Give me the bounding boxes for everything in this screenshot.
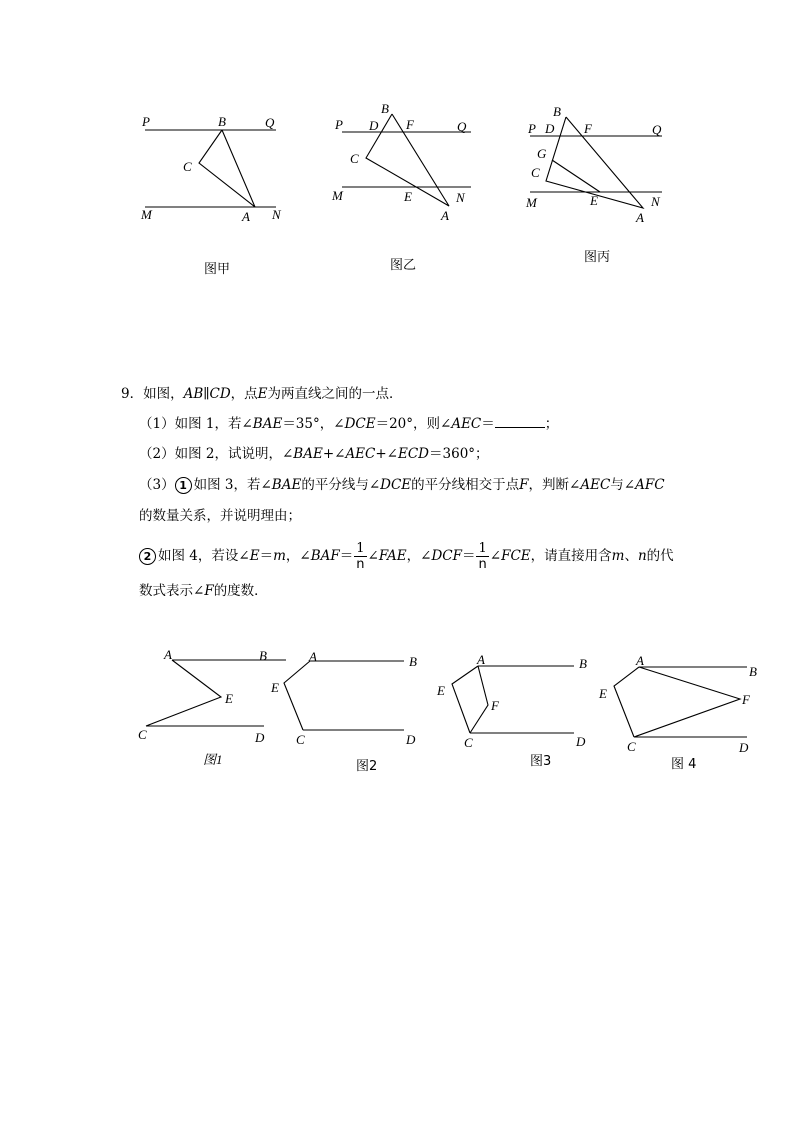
label-e: E (271, 680, 279, 695)
q3-text: 如图 3，若∠ (193, 477, 272, 493)
caption-fig1: 图1 (203, 752, 223, 767)
label-d: D (255, 730, 265, 745)
question-4-line2 (139, 581, 268, 601)
q3-text: ，判断∠ (528, 477, 581, 493)
label-a: A (477, 652, 485, 667)
figure-yi (331, 101, 471, 273)
figure-jia (140, 114, 282, 277)
q1-text: ； (544, 416, 559, 432)
label-a: A (441, 208, 449, 223)
label-q: Q (652, 122, 662, 137)
label-c: C (350, 151, 359, 166)
q2-text: （2）如图 2，试说明，∠ (139, 446, 294, 462)
label-f: F (584, 121, 592, 136)
label-b: B (218, 114, 226, 129)
fraction-denominator: n (356, 557, 365, 572)
question-1 (139, 414, 558, 434)
polyline-aec (614, 667, 639, 737)
q4-text: ＝ (461, 548, 476, 564)
answer-blank[interactable] (495, 414, 545, 428)
polyline-aec (452, 666, 478, 733)
q1-text: （1）如图 1，若∠ (139, 416, 253, 432)
q1-angle: DCE (344, 416, 376, 432)
label-e: E (599, 686, 607, 701)
label-e: E (437, 683, 445, 698)
label-e: E (404, 189, 412, 204)
label-b: B (409, 654, 417, 669)
polyline-afc (634, 667, 740, 737)
intro-text: 如图， (143, 386, 184, 402)
caption-bing: 图丙 (584, 250, 611, 265)
caption-jia: 图甲 (204, 262, 231, 277)
q4-var: n (637, 548, 647, 564)
q2-text: +∠ (322, 446, 346, 462)
label-m: M (526, 195, 537, 210)
label-e: E (590, 193, 598, 208)
q3-angle: AFC (635, 477, 665, 493)
q4-angle: DCF (431, 548, 462, 564)
label-c: C (138, 727, 147, 742)
label-a: A (242, 209, 250, 224)
label-c: C (531, 165, 540, 180)
question-4 (139, 539, 674, 573)
q2-text: +∠ (375, 446, 398, 462)
circled-number-2: 2 (139, 548, 156, 565)
label-c: C (296, 732, 305, 747)
q4-angle: FAE (378, 548, 407, 564)
q4-text: 的代 (646, 548, 674, 564)
label-n: N (456, 190, 465, 205)
fraction-1-over-n (354, 541, 366, 572)
polyline-afc (470, 666, 488, 733)
q3-angle: AEC (580, 477, 611, 493)
q4-text: 如图 4，若设∠ (158, 548, 250, 564)
label-a: A (636, 653, 644, 668)
figure-bing (525, 104, 662, 265)
label-c: C (464, 735, 473, 750)
q4-point: E (249, 548, 260, 564)
label-n: N (651, 194, 660, 209)
label-a: A (164, 647, 172, 662)
label-q: Q (265, 115, 275, 130)
label-p: P (142, 114, 150, 129)
q4-text: ∠ (367, 548, 379, 564)
q3-text: 的平分线与∠ (301, 477, 381, 493)
fraction-denominator: n (478, 557, 487, 572)
label-e: E (225, 691, 233, 706)
fraction-numerator: 1 (356, 541, 365, 556)
triangle-abc (199, 130, 255, 207)
label-p: P (335, 117, 343, 132)
q4-text: 数式表示∠ (139, 583, 205, 599)
q3-point: F (519, 477, 529, 493)
q3-text: 与∠ (610, 477, 636, 493)
intro-text: ，点 (230, 386, 258, 402)
label-b: B (381, 101, 389, 116)
q4-angle: BAF (310, 548, 340, 564)
q3-angle: BAE (271, 477, 302, 493)
label-d: D (739, 740, 749, 755)
label-a: A (309, 649, 317, 664)
figure-1 (138, 647, 286, 767)
label-n: N (272, 207, 281, 222)
label-b: B (553, 104, 561, 119)
q3-angle: DCE (380, 477, 412, 493)
q2-text: ＝360°； (429, 446, 489, 462)
q1-text: ＝ (481, 416, 495, 432)
figure-4 (598, 653, 757, 772)
q4-text: ＝ (259, 548, 274, 564)
label-d: D (576, 734, 586, 749)
polyline-aec (146, 660, 221, 726)
label-d: D (406, 732, 416, 747)
label-c: C (627, 739, 636, 754)
label-f: F (742, 692, 750, 707)
segment-ge (552, 160, 600, 192)
intro-text: 为两直线之间的一点． (267, 386, 403, 402)
label-b: B (259, 648, 267, 663)
q4-text: ，请直接用含 (530, 548, 612, 564)
label-g: G (537, 146, 547, 161)
fraction-1-over-n (476, 541, 488, 572)
figure-2 (270, 649, 417, 774)
q1-angle: BAE (252, 416, 283, 432)
fraction-numerator: 1 (478, 541, 487, 556)
label-b: B (749, 664, 757, 679)
q2-angle: AEC (345, 446, 376, 462)
q1-text: ＝20°，则∠ (375, 416, 452, 432)
q4-text: 的度数． (213, 583, 268, 599)
q4-point: F (204, 583, 214, 599)
intro-point: E (257, 386, 268, 402)
label-q: Q (457, 119, 467, 134)
caption-fig2: 图2 (356, 759, 378, 774)
caption-fig4: 图 4 (671, 757, 697, 772)
question-2 (139, 444, 489, 464)
q2-angle: BAE (293, 446, 323, 462)
q3-text: （3） (139, 477, 175, 493)
q4-var: m (273, 548, 286, 564)
q3-text: 的数量关系，并说明理由； (139, 508, 301, 524)
caption-fig3: 图3 (530, 754, 552, 769)
q4-var: m (611, 548, 625, 564)
q4-angle: FCE (501, 548, 531, 564)
label-f: F (491, 698, 499, 713)
q4-text: ，∠ (406, 548, 432, 564)
label-m: M (141, 207, 152, 222)
problem-number: 9． (121, 386, 144, 402)
label-d: D (545, 121, 555, 136)
q1-angle: AEC (451, 416, 482, 432)
label-c: C (183, 159, 192, 174)
question-3-line2 (139, 506, 301, 526)
label-m: M (332, 188, 343, 203)
q4-text: ，∠ (285, 548, 311, 564)
label-a: A (636, 210, 644, 225)
polyline-aec (284, 661, 310, 730)
label-b: B (579, 656, 587, 671)
q4-text: ＝ (339, 548, 354, 564)
q4-text: ∠ (489, 548, 502, 564)
question-3 (139, 475, 665, 495)
problem-intro (121, 384, 403, 404)
q4-text: 、 (624, 548, 638, 564)
circled-number-1: 1 (175, 477, 192, 494)
q2-angle: ECD (398, 446, 430, 462)
label-d: D (369, 118, 379, 133)
caption-yi: 图乙 (390, 258, 417, 273)
intro-parallel: AB∥CD (183, 386, 231, 402)
figure-3 (436, 652, 587, 769)
label-p: P (528, 121, 536, 136)
q1-text: ＝35°，∠ (282, 416, 345, 432)
label-f: F (406, 117, 414, 132)
q3-text: 的平分线相交于点 (411, 477, 520, 493)
